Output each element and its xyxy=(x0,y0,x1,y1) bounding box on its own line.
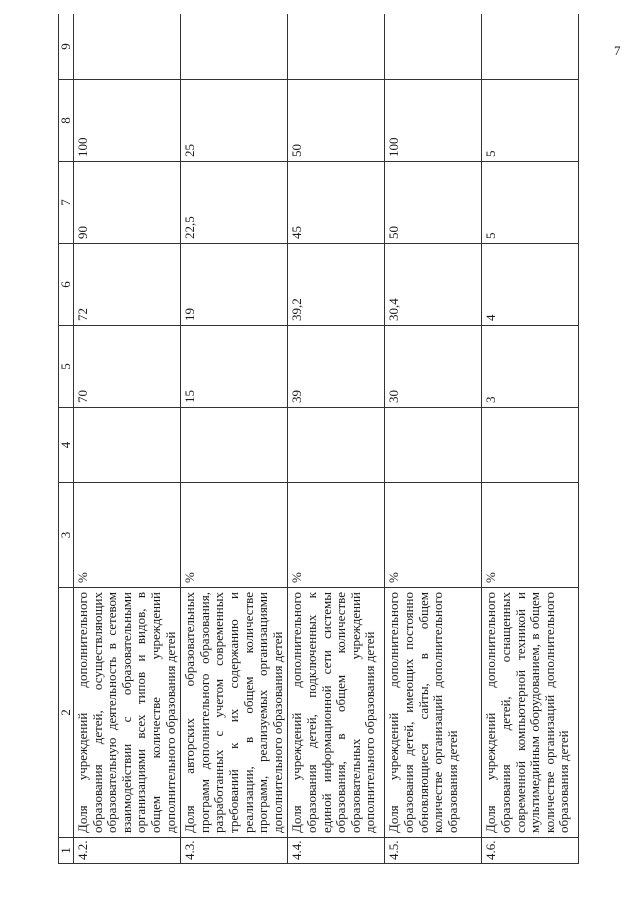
value-cell: 3 xyxy=(482,326,579,408)
indicator-name: Доля учреждений дополнительного образования детей, осуществляющих образовательную деятельность в сетевом взаимодействии с образовательными организациями всех типов и видов, в общем количестве учреждений дополнительного образования детей xyxy=(74,588,181,838)
unit-cell: % xyxy=(288,483,385,588)
row-number: 4.5. xyxy=(385,838,482,864)
table-row xyxy=(385,14,482,864)
value-cell: 15 xyxy=(181,326,288,408)
value-cell: 72 xyxy=(74,244,181,326)
row-number: 4.3. xyxy=(181,838,288,864)
table-row xyxy=(288,14,385,864)
value-cell: 45 xyxy=(288,162,385,244)
value-cell: 39,2 xyxy=(288,244,385,326)
rotated-table-area xyxy=(58,14,590,864)
value-cell: 30 xyxy=(385,326,482,408)
column-header: 3 xyxy=(59,483,74,588)
unit-cell: % xyxy=(385,483,482,588)
value-cell xyxy=(74,408,181,483)
value-cell xyxy=(181,408,288,483)
indicators-table xyxy=(58,14,579,864)
column-header: 2 xyxy=(59,588,74,838)
table-row xyxy=(482,14,579,864)
value-cell: 5 xyxy=(482,80,579,162)
column-header: 8 xyxy=(59,80,74,162)
value-cell: 100 xyxy=(74,80,181,162)
value-cell xyxy=(482,14,579,80)
value-cell: 30,4 xyxy=(385,244,482,326)
value-cell: 39 xyxy=(288,326,385,408)
value-cell: 25 xyxy=(181,80,288,162)
unit-cell: % xyxy=(181,483,288,588)
column-header: 6 xyxy=(59,244,74,326)
indicator-name: Доля учреждений дополнительного образования детей, оснащенных современной компьютерной техникой и мультимедийным оборудованием, в общем количестве организаций дополнительного образования детей xyxy=(482,588,579,838)
unit-cell: % xyxy=(482,483,579,588)
rotated-table-wrapper xyxy=(58,14,590,864)
value-cell: 100 xyxy=(385,80,482,162)
column-header: 7 xyxy=(59,162,74,244)
value-cell: 50 xyxy=(288,80,385,162)
value-cell xyxy=(288,14,385,80)
value-cell: 90 xyxy=(74,162,181,244)
table-row xyxy=(74,14,181,864)
value-cell: 19 xyxy=(181,244,288,326)
column-header: 4 xyxy=(59,408,74,483)
value-cell xyxy=(74,14,181,80)
value-cell: 4 xyxy=(482,244,579,326)
value-cell xyxy=(385,14,482,80)
value-cell xyxy=(385,408,482,483)
table-row xyxy=(181,14,288,864)
value-cell: 50 xyxy=(385,162,482,244)
row-number: 4.2. xyxy=(74,838,181,864)
value-cell: 70 xyxy=(74,326,181,408)
column-header: 1 xyxy=(59,838,74,864)
value-cell: 5 xyxy=(482,162,579,244)
value-cell: 22,5 xyxy=(181,162,288,244)
indicator-name: Доля авторских образовательных программ дополнительного образования, разработанных с учетом современных требований к их содержанию и реализации, в общем количестве программ, реализуемых организациями дополнительного образования детей xyxy=(181,588,288,838)
value-cell xyxy=(482,408,579,483)
value-cell xyxy=(288,408,385,483)
table-header-row xyxy=(59,14,74,864)
indicator-name: Доля учреждений дополнительного образования детей, подключенных к единой информационной сети системы образования, в общем количестве образовательных учреждений дополнительного образования детей xyxy=(288,588,385,838)
value-cell xyxy=(181,14,288,80)
indicator-name: Доля учреждений дополнительного образования детей, имеющих постоянно обновляющиеся сайты, в общем количестве организаций дополнительного образования детей xyxy=(385,588,482,838)
page-number: 7 xyxy=(614,43,621,58)
row-number: 4.6. xyxy=(482,838,579,864)
column-header: 9 xyxy=(59,14,74,80)
row-number: 4.4. xyxy=(288,838,385,864)
column-header: 5 xyxy=(59,326,74,408)
unit-cell: % xyxy=(74,483,181,588)
